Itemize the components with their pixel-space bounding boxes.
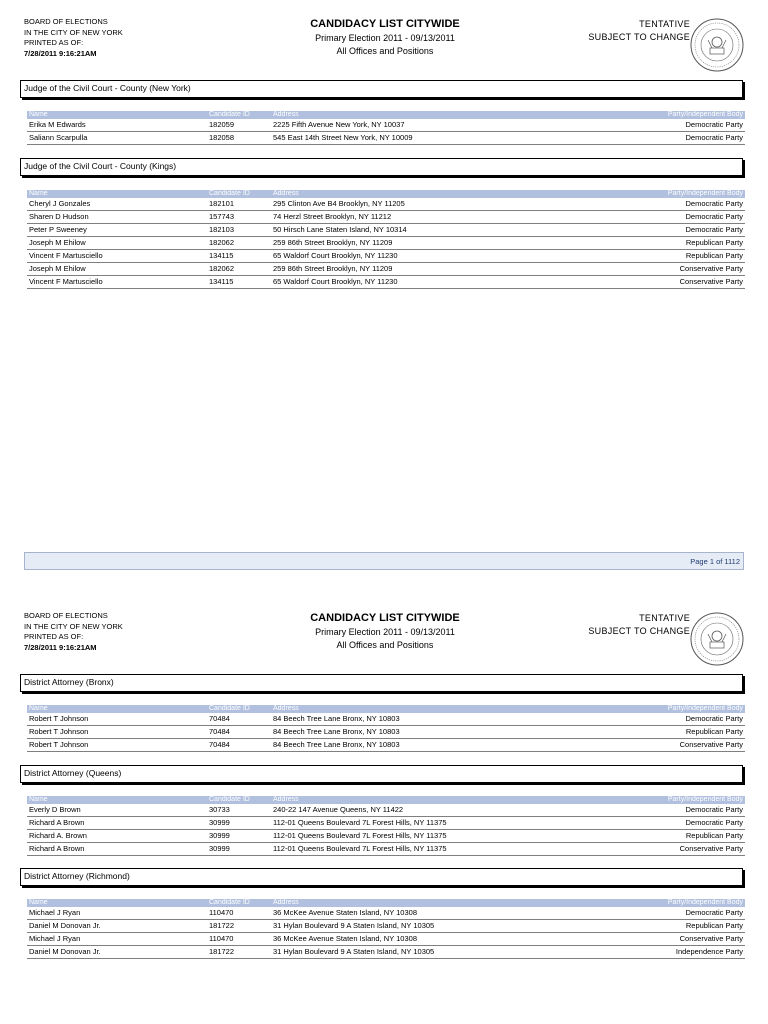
- candidate-name: Robert T Johnson: [27, 726, 207, 739]
- col-candidate-id: Candidate ID: [207, 190, 271, 198]
- candidate-party: Conservative Party: [572, 276, 745, 289]
- election-subtitle: Primary Election 2011 - 09/13/2011: [315, 33, 455, 43]
- candidate-party: Democratic Party: [572, 198, 745, 211]
- candidate-table: [27, 796, 745, 856]
- candidate-name: Joseph M Ehilow: [27, 237, 207, 250]
- col-name: Name: [27, 705, 207, 713]
- candidate-party: Conservative Party: [566, 739, 745, 752]
- candidate-id: 110470: [207, 933, 271, 946]
- col-party: Party/Independent Body: [572, 190, 745, 198]
- col-candidate-id: Candidate ID: [207, 705, 271, 713]
- candidate-party: Republican Party: [599, 830, 745, 843]
- candidate-id: 181722: [207, 920, 271, 933]
- org-line: BOARD OF ELECTIONS: [24, 17, 108, 26]
- candidate-id: 182058: [207, 132, 271, 145]
- table-row: [27, 817, 745, 830]
- status-subject: SUBJECT TO CHANGE: [588, 32, 690, 42]
- printed-date: 7/28/2011 9:16:21AM: [24, 642, 97, 652]
- candidate-name: Richard A Brown: [27, 817, 207, 830]
- candidate-name: Joseph M Ehilow: [27, 263, 207, 276]
- election-subtitle: Primary Election 2011 - 09/13/2011: [315, 627, 455, 637]
- candidate-party: Democratic Party: [566, 713, 745, 726]
- candidate-id: 182062: [207, 237, 271, 250]
- section-title: District Attorney (Richmond): [24, 871, 130, 881]
- candidate-party: Democratic Party: [599, 804, 745, 817]
- candidate-party: Democratic Party: [577, 119, 745, 132]
- org-line: IN THE CITY OF NEW YORK: [24, 27, 123, 37]
- candidate-name: Richard A. Brown: [27, 830, 207, 843]
- printed-label: PRINTED AS OF:: [24, 38, 84, 47]
- table-row: [27, 843, 745, 856]
- candidate-id: 157743: [207, 211, 271, 224]
- offices-subtitle: All Offices and Positions: [336, 640, 434, 650]
- candidate-name: Vincent F Martusciello: [27, 276, 207, 289]
- candidate-address: 112-01 Queens Boulevard 7L Forest Hills, NY 11375: [271, 843, 599, 856]
- board-seal-icon: [690, 612, 744, 666]
- col-name: Name: [27, 111, 207, 119]
- status-tentative: TENTATIVE: [639, 613, 690, 623]
- printed-date: 7/28/2011 9:16:21AM: [24, 48, 97, 58]
- candidate-address: 259 86th Street Brooklyn, NY 11209: [271, 237, 572, 250]
- candidate-party: Republican Party: [566, 726, 745, 739]
- candidate-id: 182101: [207, 198, 271, 211]
- table-row: [27, 804, 745, 817]
- candidate-id: 181722: [207, 946, 271, 959]
- printed-label: PRINTED AS OF:: [24, 632, 84, 641]
- section-title: District Attorney (Bronx): [24, 677, 114, 687]
- table-header-row: [27, 796, 745, 804]
- candidate-id: 182062: [207, 263, 271, 276]
- candidate-party: Republican Party: [592, 920, 745, 933]
- candidate-name: Richard A Brown: [27, 843, 207, 856]
- candidate-id: 70484: [207, 713, 271, 726]
- report-title: CANDIDACY LIST CITYWIDE: [310, 18, 460, 30]
- org-line: BOARD OF ELECTIONS: [24, 611, 108, 620]
- candidate-address: 50 Hirsch Lane Staten Island, NY 10314: [271, 224, 572, 237]
- candidate-address: 65 Waldorf Court Brooklyn, NY 11230: [271, 276, 572, 289]
- report-title: CANDIDACY LIST CITYWIDE: [310, 612, 460, 624]
- candidate-name: Daniel M Donovan Jr.: [27, 946, 207, 959]
- candidate-id: 70484: [207, 739, 271, 752]
- col-address: Address: [271, 899, 592, 907]
- table-row: [27, 830, 745, 843]
- col-candidate-id: Candidate ID: [207, 111, 271, 119]
- section-title-box: [20, 674, 743, 692]
- candidate-party: Republican Party: [572, 250, 745, 263]
- candidate-name: Michael J Ryan: [27, 933, 207, 946]
- table-header-row: [27, 705, 745, 713]
- candidate-party: Democratic Party: [572, 224, 745, 237]
- candidate-name: Cheryl J Gonzales: [27, 198, 207, 211]
- table-header-row: [27, 899, 745, 907]
- org-line: IN THE CITY OF NEW YORK: [24, 621, 123, 631]
- table-row: [27, 946, 745, 959]
- candidate-name: Daniel M Donovan Jr.: [27, 920, 207, 933]
- col-name: Name: [27, 796, 207, 804]
- status-tentative: TENTATIVE: [639, 19, 690, 29]
- candidate-id: 182103: [207, 224, 271, 237]
- candidate-id: 30999: [207, 817, 271, 830]
- candidate-party: Independence Party: [592, 946, 745, 959]
- col-name: Name: [27, 190, 207, 198]
- status-subject: SUBJECT TO CHANGE: [588, 626, 690, 636]
- candidate-party: Republican Party: [572, 237, 745, 250]
- page-number: Page 1 of 1112: [690, 557, 740, 566]
- col-candidate-id: Candidate ID: [207, 899, 271, 907]
- col-party: Party/Independent Body: [592, 899, 745, 907]
- candidate-name: Michael J Ryan: [27, 907, 207, 920]
- candidate-party: Conservative Party: [592, 933, 745, 946]
- col-party: Party/Independent Body: [566, 705, 745, 713]
- candidate-address: 295 Clinton Ave B4 Brooklyn, NY 11205: [271, 198, 572, 211]
- section-title: District Attorney (Queens): [24, 768, 122, 778]
- table-row: [27, 726, 745, 739]
- status-block: [588, 612, 690, 638]
- candidate-address: 36 McKee Avenue Staten Island, NY 10308: [271, 907, 592, 920]
- candidate-address: 112-01 Queens Boulevard 7L Forest Hills, NY 11375: [271, 817, 599, 830]
- col-address: Address: [271, 190, 572, 198]
- candidate-address: 240-22 147 Avenue Queens, NY 11422: [271, 804, 599, 817]
- candidate-address: 74 Herzl Street Brooklyn, NY 11212: [271, 211, 572, 224]
- candidate-name: Robert T Johnson: [27, 739, 207, 752]
- section-title: Judge of the Civil Court - County (Kings): [24, 161, 177, 171]
- col-address: Address: [271, 796, 599, 804]
- report-title-block: [240, 611, 530, 652]
- candidate-address: 112-01 Queens Boulevard 7L Forest Hills, NY 11375: [271, 830, 599, 843]
- col-address: Address: [271, 705, 566, 713]
- candidate-id: 30733: [207, 804, 271, 817]
- candidate-address: 84 Beech Tree Lane Bronx, NY 10803: [271, 739, 566, 752]
- candidate-party: Democratic Party: [577, 132, 745, 145]
- table-row: [27, 920, 745, 933]
- candidate-party: Democratic Party: [599, 817, 745, 830]
- table-row: [27, 739, 745, 752]
- candidate-address: 545 East 14th Street New York, NY 10009: [271, 132, 577, 145]
- offices-subtitle: All Offices and Positions: [336, 46, 434, 56]
- table-row: [27, 907, 745, 920]
- candidate-id: 30999: [207, 830, 271, 843]
- candidate-party: Conservative Party: [572, 263, 745, 276]
- col-candidate-id: Candidate ID: [207, 796, 271, 804]
- candidate-address: 2225 Fifth Avenue New York, NY 10037: [271, 119, 577, 132]
- section-title-box: [20, 868, 743, 886]
- candidate-party: Democratic Party: [572, 211, 745, 224]
- candidate-address: 84 Beech Tree Lane Bronx, NY 10803: [271, 713, 566, 726]
- candidate-name: Erika M Edwards: [27, 119, 207, 132]
- candidate-id: 70484: [207, 726, 271, 739]
- candidate-table: [27, 705, 745, 752]
- candidate-id: 110470: [207, 907, 271, 920]
- candidate-party: Democratic Party: [592, 907, 745, 920]
- candidate-address: 84 Beech Tree Lane Bronx, NY 10803: [271, 726, 566, 739]
- candidate-id: 182059: [207, 119, 271, 132]
- section-title-box: [20, 765, 743, 783]
- candidate-name: Saliann Scarpulla: [27, 132, 207, 145]
- table-row: [27, 713, 745, 726]
- candidate-name: Sharen D Hudson: [27, 211, 207, 224]
- candidate-id: 134115: [207, 276, 271, 289]
- candidate-table: [27, 899, 745, 959]
- section-title: Judge of the Civil Court - County (New York): [24, 83, 191, 93]
- table-row: [27, 933, 745, 946]
- col-party: Party/Independent Body: [599, 796, 745, 804]
- org-block: [24, 611, 123, 653]
- candidate-name: Peter P Sweeney: [27, 224, 207, 237]
- candidate-name: Vincent F Martusciello: [27, 250, 207, 263]
- candidate-address: 65 Waldorf Court Brooklyn, NY 11230: [271, 250, 572, 263]
- candidate-name: Robert T Johnson: [27, 713, 207, 726]
- candidate-id: 30999: [207, 843, 271, 856]
- candidate-party: Conservative Party: [599, 843, 745, 856]
- candidate-address: 259 86th Street Brooklyn, NY 11209: [271, 263, 572, 276]
- candidate-id: 134115: [207, 250, 271, 263]
- col-name: Name: [27, 899, 207, 907]
- candidate-address: 31 Hylan Boulevard 9 A Staten Island, NY 10305: [271, 946, 592, 959]
- candidate-name: Everly D Brown: [27, 804, 207, 817]
- col-address: Address: [271, 111, 577, 119]
- col-party: Party/Independent Body: [577, 111, 745, 119]
- candidate-address: 36 McKee Avenue Staten Island, NY 10308: [271, 933, 592, 946]
- candidate-address: 31 Hylan Boulevard 9 A Staten Island, NY 10305: [271, 920, 592, 933]
